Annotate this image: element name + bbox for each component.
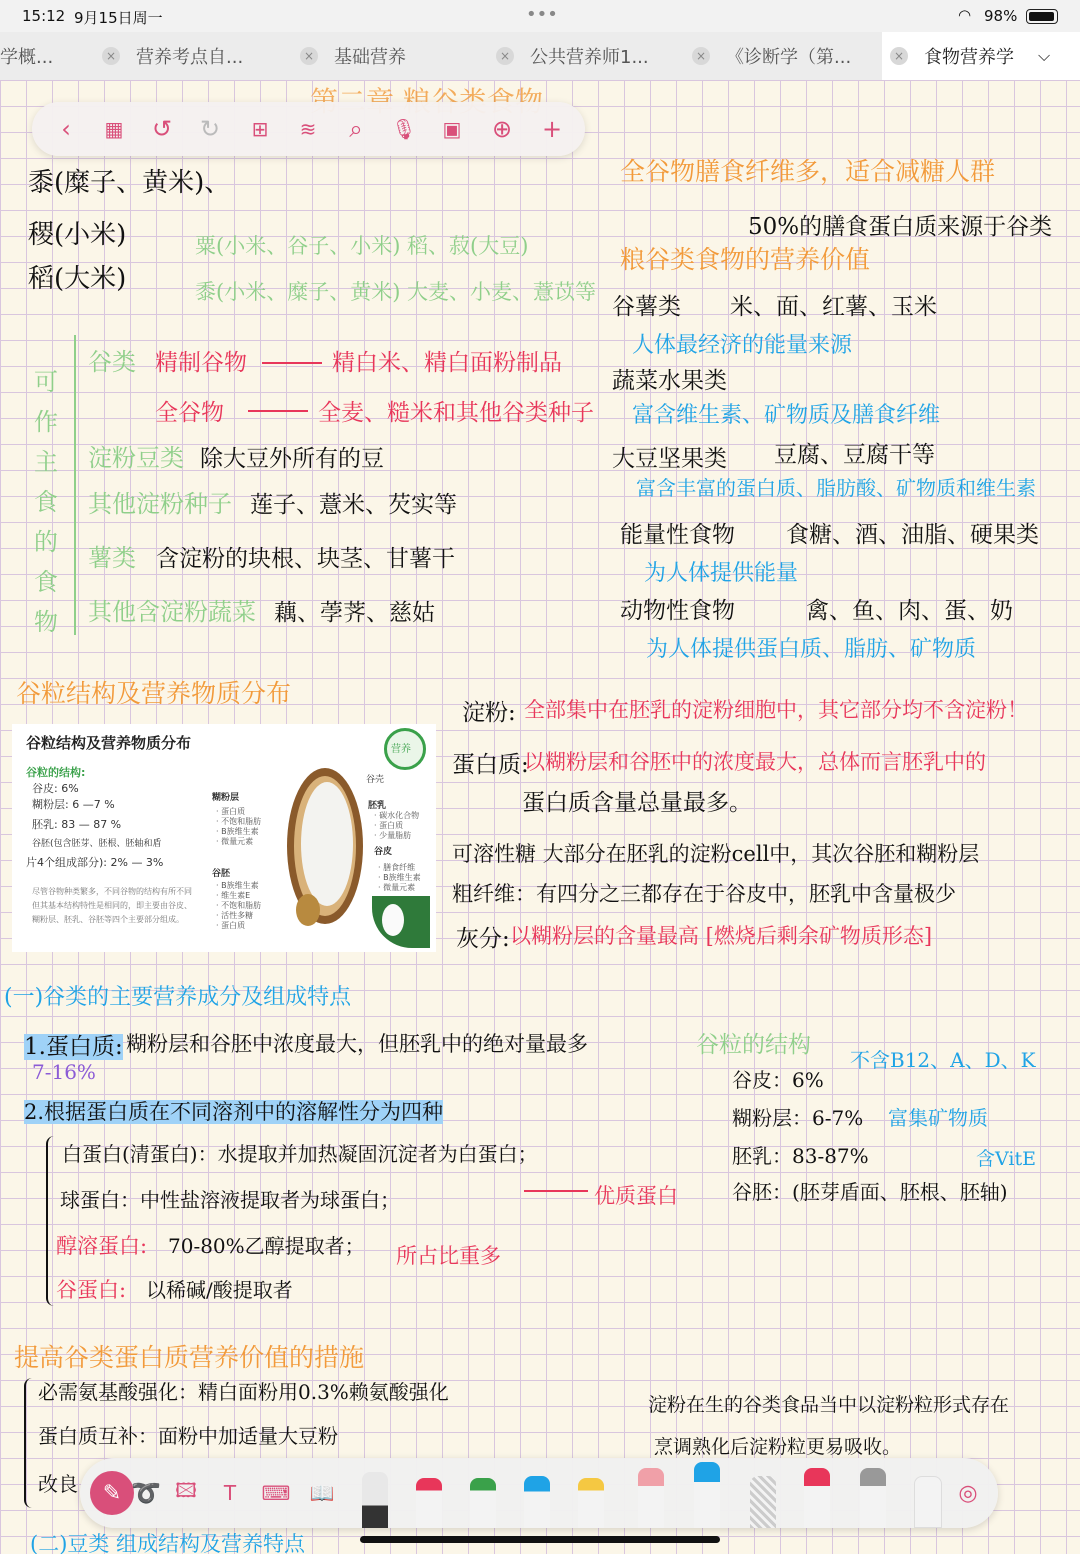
arrow-line [524,1190,588,1192]
figure-text: 尽管谷物种类繁多，不同谷物的结构有所不同 [32,887,192,896]
note-text: 糊粉层和谷胚中浓度最大，但胚乳中的绝对量最多 [126,1032,588,1056]
figure-label: · 不饱和脂肪 [216,901,262,910]
status-bar [0,0,1080,32]
note-text: 薯类 [88,544,136,572]
figure-label: · 活性多糖 [216,911,254,920]
section-heading: 提高谷类蛋白质营养价值的措施 [14,1343,365,1372]
arrow-line [262,362,322,364]
note-text: 动物性食物 [620,598,735,624]
figure-label: · 膳食纤维 [378,863,416,872]
note-text: 莲子、薏米、芡实等 [250,492,457,518]
nutrition-logo-icon [384,728,426,770]
note-text: 所占比重多 [396,1244,501,1268]
top-toolbar [32,102,585,156]
note-text: 改良 [38,1472,78,1496]
figure-label: · 少量脂肪 [374,831,412,840]
note-text [24,1096,443,1126]
figure-label: 糊粉层 [212,793,240,803]
note-text: 全谷物 [155,400,224,426]
note-text: 粮谷类食物的营养价值 [620,245,871,274]
note-text: 除大豆外所有的豆 [200,446,384,472]
chevron-down-icon[interactable]: ⌵ [1038,46,1051,65]
figure-text: 片4个组成部分): 2% — 3% [26,856,164,869]
blue-marker-icon[interactable] [694,1462,720,1528]
book-icon[interactable]: 📖 [309,1481,335,1505]
battery-percent: 98% [984,7,1018,25]
arrow-line [248,410,308,412]
highlighted-text: 1.蛋白质: [24,1034,123,1060]
red-marker-icon[interactable] [804,1468,830,1528]
note-text: 以糊粉层和谷胚中的浓度最大，总体而言胚乳中的 [524,750,986,774]
figure-label: · B族维生素 [216,881,259,890]
figure-label: · 不饱和脂肪 [216,817,262,826]
figure-text: 糊粉层、胚乳、谷胚等四个主要部分组成。 [32,915,184,924]
note-text: 球蛋白：中性盐溶液提取者为球蛋白； [60,1188,400,1212]
wifi-icon: ◠ [958,6,972,24]
bracket-line [74,335,76,635]
figure-text: 糊粉层: 6 —7 % [32,798,115,811]
ruler-icon[interactable] [914,1476,942,1528]
tab-label: 公共营养师1... [530,47,649,68]
tab-label: 基础营养 [334,47,406,68]
grain-cross-section-illustration [280,760,370,936]
section-heading: (一)谷类的主要营养成分及组成特点 [4,985,352,1010]
note-text: 以糊粉层的含量最高 [燃烧后剩余矿物质形态] [510,924,933,948]
close-icon[interactable]: × [890,47,908,65]
eraser-icon[interactable] [860,1468,886,1528]
figure-label: · 维生素E [216,891,251,900]
tab-label: 营养考点自... [136,47,244,68]
note-text: 淀粉在生的谷类食品当中以淀粉粒形式存在 [648,1394,1010,1416]
rice-photo-icon [372,896,430,948]
status-time: 15:12 [22,7,66,25]
close-icon[interactable]: × [102,47,120,65]
tab-label: 食物营养学 [924,47,1014,68]
status-date: 9月15日周一 [74,9,163,27]
grain-structure-figure[interactable] [12,724,436,952]
pink-marker-icon[interactable] [638,1468,664,1528]
color-palette-icon[interactable]: ◎ [958,1480,978,1506]
note-text: 淀粉豆类 [88,444,184,472]
figure-text: 谷皮: 6% [32,782,79,795]
multitask-dots-icon[interactable]: ••• [526,4,558,25]
note-text: 粗纤维：有四分之三都存在于谷皮中，胚乳中含量极少 [452,882,956,906]
note-text: 谷皮：6% [732,1068,824,1092]
note-text: 50%的膳食蛋白质来源于谷类 [748,214,1053,240]
note-text: 富含维生素、矿物质及膳食纤维 [632,403,941,428]
figure-label: 谷壳 [366,775,385,785]
note-text: 谷薯类 [612,294,681,320]
bottom-toolbar [80,1458,998,1528]
note-text: 精白米、精白面粉制品 [332,350,562,376]
note-text: 其他淀粉种子 [88,490,232,518]
battery-icon [1026,9,1058,24]
tab-label: 《诊断学（第... [726,47,852,68]
note-text: 其他含淀粉蔬菜 [88,598,256,626]
figure-text: 谷粒的结构: [26,766,86,779]
note-text: 富集矿物质 [888,1106,988,1130]
note-text: 糊粉层：6-7% [732,1106,864,1130]
lasso-icon[interactable]: ➰ [131,1479,161,1507]
note-text: 以稀碱/酸提取者 [146,1278,293,1302]
note-text: 淀粉: [462,700,516,726]
tab-4[interactable] [490,32,684,80]
note-text: 谷粒的结构 [696,1032,811,1058]
tab-bar [0,32,1080,80]
figure-text: 胚乳: 83 — 87 % [32,818,122,831]
tab-label: 学概... [0,47,54,68]
grid-view-icon[interactable]: ▦ [104,117,124,141]
search-icon[interactable]: ⌕ [349,115,363,143]
figure-label: 谷胚 [212,869,231,879]
close-icon[interactable]: × [496,47,514,65]
note-text: 醇溶蛋白: [56,1234,148,1258]
pen-mode-icon[interactable]: ✎ [90,1471,134,1515]
note-text [24,1028,123,1061]
figure-label: · 蛋白质 [216,807,246,816]
image-icon[interactable]: 🖾 [175,1478,197,1502]
note-text: 为人体提供能量 [644,561,799,586]
note-text: 全谷物膳食纤维多，适合减糖人群 [620,157,996,186]
microphone-icon[interactable]: 🎙 [391,117,417,141]
note-text: 白蛋白(清蛋白)：水提取并加热凝固沉淀者为白蛋白； [62,1142,538,1166]
note-text: 谷蛋白: [56,1278,127,1302]
note-text: 含淀粉的块根、块茎、甘薯干 [156,546,455,572]
note-text: 粟(小米、谷子、小米) 稻、菽(大豆) [195,234,529,258]
note-text: 米、面、红薯、玉米 [730,294,937,320]
green-pen-icon[interactable] [470,1478,496,1528]
section-heading: (二)豆类 组成结构及营养特点 [30,1532,306,1554]
close-icon[interactable]: × [692,47,710,65]
figure-label: 胚乳 [368,801,387,811]
note-text: 蔬菜水果类 [612,368,727,394]
tab-2[interactable] [96,32,290,80]
note-text: 70-80%乙醇提取者； [168,1234,365,1258]
note-text: 稻(大米) [28,264,127,294]
note-text: 食糖、酒、油脂、硬果类 [786,522,1039,548]
note-text: 烹调熟化后淀粉粒更易吸收。 [654,1436,902,1458]
figure-title: 谷粒结构及营养物质分布 [26,734,192,752]
note-text: 蛋白质: [452,752,529,778]
text-box-icon[interactable]: T [223,1481,237,1505]
tab-3[interactable] [294,32,488,80]
note-text: 黍(小米、糜子、黄米) 大麦、小麦、薏苡等 [195,280,597,304]
close-icon[interactable]: × [300,47,318,65]
note-text: 全部集中在胚乳的淀粉细胞中，其它部分均不含淀粉！ [524,698,1028,722]
section-heading: 谷粒结构及营养物质分布 [16,679,292,708]
tab-5[interactable] [686,32,880,80]
note-text: 禽、鱼、肉、蛋、奶 [806,598,1013,624]
bracket [24,1378,36,1508]
figure-label: · 蛋白质 [216,921,246,930]
home-indicator[interactable] [360,1536,720,1543]
note-text: 人体最经济的能量来源 [632,333,853,358]
toolbox-icon[interactable]: ▣ [442,117,462,141]
fountain-pen-icon[interactable] [362,1472,388,1528]
note-text: 精制谷物 [155,350,247,376]
note-text: 灰分: [456,926,510,952]
blue-pen-icon[interactable] [524,1476,550,1528]
note-text: 黍(糜子、黄米)、 [28,168,231,198]
note-text: 能量性食物 [620,522,735,548]
figure-text: 谷胚(包含胚芽、胚根、胚轴和盾 [32,839,162,849]
figure-label: · 碳水化合物 [374,811,420,820]
figure-text: 但其基本结构特性是相同的，即主要由谷皮、 [32,901,192,910]
figure-label: 谷皮 [374,847,393,857]
add-page-icon[interactable]: ⊞ [251,117,269,141]
highlighted-text: 2.根据蛋白质在不同溶剂中的溶解性分为四种 [24,1100,444,1124]
tab-1[interactable] [0,32,88,80]
side-label: 可作主食的食物 [34,368,58,636]
figure-label: · 微量元素 [378,883,416,892]
yellow-highlighter-icon[interactable] [578,1478,604,1528]
add-icon[interactable]: + [541,115,563,143]
layers-icon[interactable]: ≋ [299,117,317,141]
globe-icon[interactable]: ⊕ [491,115,513,143]
logo-text: 营养 [391,744,411,755]
figure-label: · 蛋白质 [374,821,404,830]
note-text: 必需氨基酸强化：精白面粉用0.3%赖氨酸强化 [38,1380,449,1404]
note-text: 可溶性糖 大部分在胚乳的淀粉cell中，其次谷胚和糊粉层 [452,842,980,866]
note-text: 为人体提供蛋白质、脂肪、矿物质 [646,637,977,662]
note-text: 谷胚：(胚芽盾面、胚根、胚轴) [732,1180,1008,1204]
tab-6-active[interactable] [882,32,1080,80]
note-text: 大豆坚果类 [612,446,727,472]
figure-label: · B族维生素 [216,827,259,836]
note-text: 胚乳：83-87% [732,1144,869,1168]
note-text: 7-16% [32,1060,96,1084]
note-text: 豆腐、豆腐干等 [774,442,935,468]
note-text: 谷类 [88,348,136,376]
red-pen-icon[interactable] [416,1478,442,1528]
figure-label: · B族维生素 [378,873,421,882]
redo-icon[interactable]: ↻ [199,115,221,143]
keyboard-icon[interactable]: ⌨ [261,1481,291,1505]
note-text: 蛋白质互补：面粉中加适量大豆粉 [38,1424,338,1448]
note-text: 富含丰富的蛋白质、脂肪酸、矿物质和维生素 [636,476,1036,500]
undo-icon[interactable]: ↺ [151,115,173,143]
back-icon[interactable]: ‹ [61,115,71,143]
note-text: 蛋白质含量总量最多。 [522,790,752,816]
pencil-icon[interactable] [750,1476,776,1528]
note-text: 含VitE [976,1148,1036,1170]
note-text: 优质蛋白 [594,1184,678,1208]
note-text: 藕、荸荠、慈姑 [274,600,435,626]
note-text: 全麦、糙米和其他谷类种子 [318,400,594,426]
note-text: 不含B12、A、D、K [850,1048,1036,1072]
figure-label: · 微量元素 [216,837,254,846]
note-text: 稷(小米) [28,220,127,250]
